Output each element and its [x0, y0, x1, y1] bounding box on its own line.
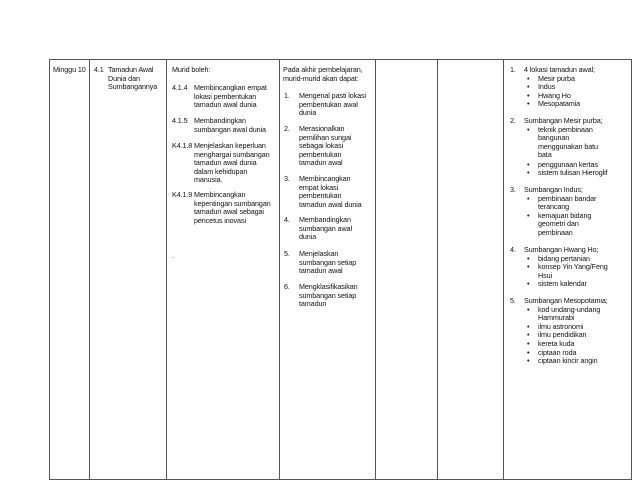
content-bullet: penggunaan kertas	[538, 159, 598, 169]
content-bullet: sistem kalendar	[538, 279, 587, 289]
bullet-icon: •	[527, 193, 530, 203]
objective-line: sumbangan setiap	[299, 290, 357, 300]
objective-line: sebagai lokasi	[299, 141, 344, 151]
bullet-icon: •	[527, 124, 530, 134]
col-border-5	[437, 59, 438, 480]
col-border-7	[631, 59, 632, 480]
col-border-2	[166, 59, 167, 480]
content-bullet: konsep Yin Yang/Feng	[538, 262, 608, 272]
content-bullet: Mesir purba	[538, 73, 575, 83]
content-bullet: Hsui	[538, 270, 552, 280]
col-border-3	[279, 59, 280, 480]
content-bullet: pembinaan	[538, 228, 573, 237]
objective-number: 2.	[284, 124, 290, 133]
content-bullet: Hwang Ho	[538, 90, 571, 100]
bullet-icon: •	[527, 338, 530, 348]
content-bullet: ilmu pendidikan	[538, 330, 587, 340]
content-bullet: teknik pembinaan	[538, 124, 593, 134]
content-bullet: Hammurabi	[538, 313, 575, 323]
content-bullet: ilmu astronomi	[538, 321, 584, 331]
objective-line: tamadun	[299, 299, 327, 309]
standards-intro: Murid boleh:	[172, 65, 211, 74]
table-bottom-border	[49, 479, 632, 480]
objective-line: pembentukan awal	[299, 99, 358, 109]
standard-line: manusia.	[194, 175, 223, 185]
content-number: 1.	[510, 65, 516, 74]
col-border-1	[89, 59, 90, 480]
objective-line: Membandingkan	[299, 215, 351, 224]
objective-number: 3.	[284, 174, 290, 183]
objective-line: Merasionalkan	[299, 124, 345, 133]
bullet-icon: •	[527, 330, 530, 340]
bullet-icon: •	[527, 159, 530, 169]
objective-number: 1.	[284, 91, 290, 100]
bullet-icon: •	[527, 90, 530, 100]
objectives-intro: murid-murid akan dapat:	[283, 73, 359, 83]
content-bullet: kod undang-undang	[538, 304, 601, 314]
standard-line: tamadun awal dunia	[194, 100, 257, 110]
content-number: 4.	[510, 245, 516, 254]
col-border-0	[49, 59, 50, 480]
content-number: 3.	[510, 185, 516, 194]
bullet-icon: •	[527, 356, 530, 366]
objective-number: 4.	[284, 215, 290, 224]
content-title: Sumbangan Mesir purba;	[524, 116, 603, 125]
objective-line: tamadun awal	[299, 158, 343, 168]
content-title: Sumbangan Hwang Ho;	[524, 245, 599, 254]
standard-line: pencetus inovasi	[194, 215, 246, 225]
col-border-6	[503, 59, 504, 480]
content-title: Sumbangan Mesopotamia;	[524, 296, 608, 305]
bullet-icon: •	[527, 253, 530, 263]
content-number: 2.	[510, 116, 516, 125]
bullet-icon: •	[527, 210, 530, 220]
objective-line: dunia	[299, 108, 317, 118]
standard-line: tamadun awal sebagai	[194, 207, 264, 217]
objective-line: empat lokasi	[299, 182, 339, 192]
bullet-icon: •	[527, 321, 530, 331]
topic-line: Sumbangannya	[108, 82, 158, 92]
objective-line: pemilihan sungai	[299, 132, 352, 142]
standard-line: lokasi pembentukan	[194, 91, 257, 101]
objective-number: 6.	[284, 282, 290, 291]
standard-line: menghargai sumbangan	[194, 149, 270, 159]
standard-line: Menjelaskan keperluan	[194, 141, 266, 150]
content-bullet: bata	[538, 150, 552, 160]
objective-line: tamadun awal	[299, 266, 343, 276]
content-bullet: bidang pertanian	[538, 253, 590, 263]
content-bullet: kereta kuda	[538, 339, 575, 348]
bullet-icon: •	[527, 304, 530, 314]
objective-line: Menjelaskan	[299, 249, 339, 258]
objective-line: pembentukan	[299, 149, 342, 159]
standard-code: K4.1.9	[172, 190, 193, 199]
standard-code: 4.1.4	[172, 83, 188, 92]
objective-line: tamadun awal dunia	[299, 199, 362, 209]
standard-line: tamadun awal dunia	[194, 158, 257, 168]
standard-line: sumbangan awal dunia	[194, 124, 266, 134]
week-cell: Minggu 10	[53, 65, 86, 74]
bullet-icon: •	[527, 99, 530, 109]
content-bullet: bangunan	[538, 133, 570, 143]
bullet-icon: •	[527, 73, 530, 83]
bullet-icon: •	[527, 82, 530, 92]
content-bullet: ciptaan roda	[538, 347, 577, 357]
content-bullet: menggunakan batu	[538, 141, 598, 151]
content-bullet: kemajuan bidang	[538, 210, 592, 220]
objective-line: Mengklasifikasikan	[299, 282, 358, 291]
content-bullet: terancang	[538, 202, 570, 212]
standard-line: Membincangkan empat	[194, 83, 267, 92]
content-bullet: Mesopatamia	[538, 99, 581, 109]
content-number: 5.	[510, 296, 516, 305]
content-bullet: ciptaan kincir angin	[538, 356, 598, 366]
topic-line: Tamadun Awal	[108, 65, 154, 74]
standard-code: K4.1.8	[172, 141, 193, 150]
objective-line: sumbangan awal	[299, 223, 352, 233]
objective-number: 5.	[284, 249, 290, 258]
objective-line: sumbangan setiap	[299, 257, 357, 267]
content-bullet: Indus	[538, 82, 556, 92]
topic-line: Dunia dan	[108, 73, 140, 83]
standard-code: 4.1.5	[172, 116, 188, 125]
bullet-icon: •	[527, 279, 530, 289]
standards-dot: .	[172, 251, 174, 260]
standard-line: kepentingan sumbangan	[194, 198, 271, 208]
col-border-4	[375, 59, 376, 480]
objective-line: pembentukan	[299, 191, 342, 201]
standard-line: Membincangkan	[194, 190, 246, 199]
topic-code: 4.1	[94, 65, 104, 74]
content-title: 4 lokasi tamadun awal;	[524, 65, 595, 74]
objective-line: Mengenal pasti lokasi	[299, 91, 367, 100]
bullet-icon: •	[527, 262, 530, 272]
objective-line: dunia	[299, 232, 317, 242]
bullet-icon: •	[527, 168, 530, 178]
standard-line: Membandingkan	[194, 116, 246, 125]
objectives-intro: Pada akhir pembelajaran,	[283, 65, 363, 74]
table-top-border	[49, 59, 632, 60]
content-bullet: geometri dan	[538, 219, 579, 229]
objective-line: Membincangkan	[299, 174, 351, 183]
content-bullet: pembinaan bandar	[538, 193, 597, 203]
content-title: Sumbangan Indus;	[524, 185, 583, 194]
bullet-icon: •	[527, 347, 530, 357]
content-bullet: sistem tulisan Hieroglif	[538, 168, 608, 178]
standard-line: dalam kehidupan	[194, 166, 248, 176]
